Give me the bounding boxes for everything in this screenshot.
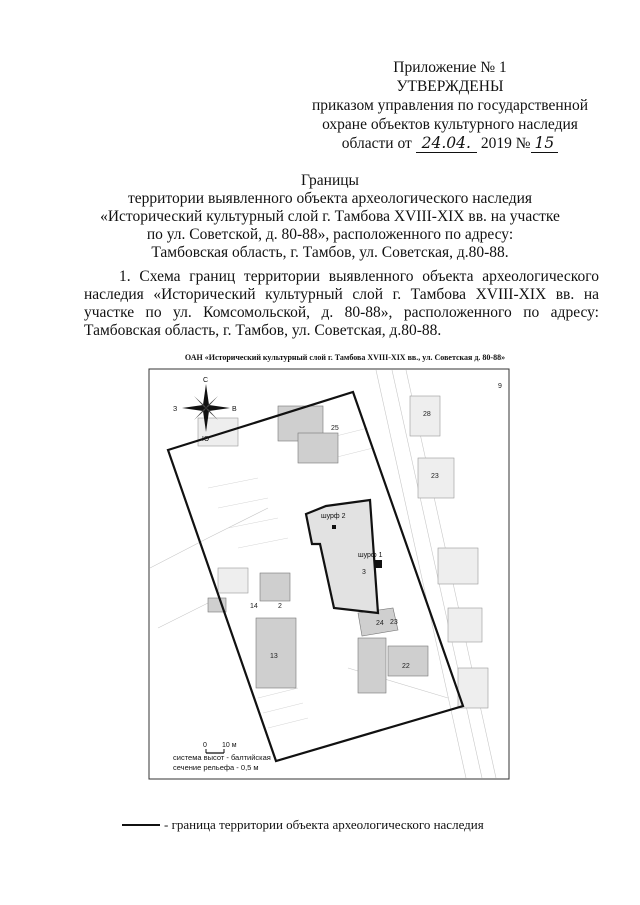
title-line-1: Границы: [301, 172, 359, 189]
plot-number-25: 25: [331, 425, 339, 432]
plot-number-2: 2: [278, 603, 282, 610]
order-year: 2019: [480, 135, 512, 152]
approval-date-line: [300, 134, 600, 153]
plot-number-23-top: 23: [431, 473, 439, 480]
plot-number-13: 13: [270, 653, 278, 660]
approval-block: [300, 58, 600, 153]
legend-text: - граница территории объекта археологического наследия: [164, 817, 484, 832]
compass-north-label: С: [203, 377, 209, 384]
boundary-line-swatch: [122, 824, 160, 827]
plot-number-23: 23: [390, 619, 398, 626]
title-line-3: «Исторический культурный слой г. Тамбова XVIII-XIX вв. на участке: [100, 208, 560, 225]
handwritten-date: 24.04.: [416, 134, 477, 153]
plot-number-24: 24: [376, 620, 384, 627]
paragraph-line-4: Тамбовская область, г. Тамбов, ул. Советская, д.80-88.: [84, 322, 442, 339]
title-line-2: территории выявленного объекта археологического наследия: [127, 190, 533, 207]
title-line-5: Тамбовская область, г. Тамбов, ул. Советская, д.80-88.: [151, 244, 509, 261]
plot-number-14: 14: [250, 603, 258, 610]
plot-number-9: 9: [498, 383, 502, 390]
height-system-note: система высот - балтийская: [173, 753, 271, 762]
plot-number-22: 22: [402, 663, 410, 670]
region-date-prefix: области от: [341, 135, 412, 152]
approved-heading: УТВЕРЖДЕНЫ: [396, 78, 504, 95]
scale-distance-label: 10 м: [222, 742, 237, 749]
paragraph-line-3: участке по ул. Комсомольской, д. 80-88», расположенного по адресу:: [84, 304, 599, 321]
trench-2-marker: [332, 525, 336, 529]
approval-order-line: приказом управления по государственной: [311, 97, 589, 114]
number-sign: №: [515, 135, 531, 152]
plot-number-3: 3: [362, 569, 366, 576]
compass-west-label: З: [173, 406, 178, 413]
map-legend: [122, 817, 484, 833]
title-line-4: по ул. Советской, д. 80-88», расположенного по адресу:: [146, 226, 514, 243]
compass-south-label: Ю: [202, 436, 210, 443]
paragraph-line-1: 1. Схема границ территории выявленного объекта археологического: [119, 268, 599, 285]
paragraph-line-2: наследия «Исторический культурный слой г. Тамбова XVIII-XIX вв. на: [84, 286, 599, 303]
handwritten-order-number: 15: [531, 134, 559, 153]
document-title: [100, 172, 560, 262]
map-caption: ОАН «Исторический культурный слой г. Тамбова XVIII-XIX вв., ул. Советская д. 80-88»: [184, 353, 506, 362]
trench-2-label: шурф 2: [321, 513, 346, 520]
relief-interval-note: сечение рельефа - 0,5 м: [173, 763, 259, 772]
trench-1-marker: [374, 560, 382, 568]
scale-zero-label: 0: [203, 742, 207, 749]
appendix-number: Приложение № 1: [393, 59, 507, 76]
compass-east-label: В: [232, 406, 237, 413]
site-plan-map: [148, 368, 510, 780]
approval-authority-line: охране объектов культурного наследия: [322, 116, 578, 133]
plot-number-28: 28: [423, 411, 431, 418]
trench-1-label: шурф 1: [358, 552, 383, 559]
section-paragraph: [84, 268, 599, 340]
